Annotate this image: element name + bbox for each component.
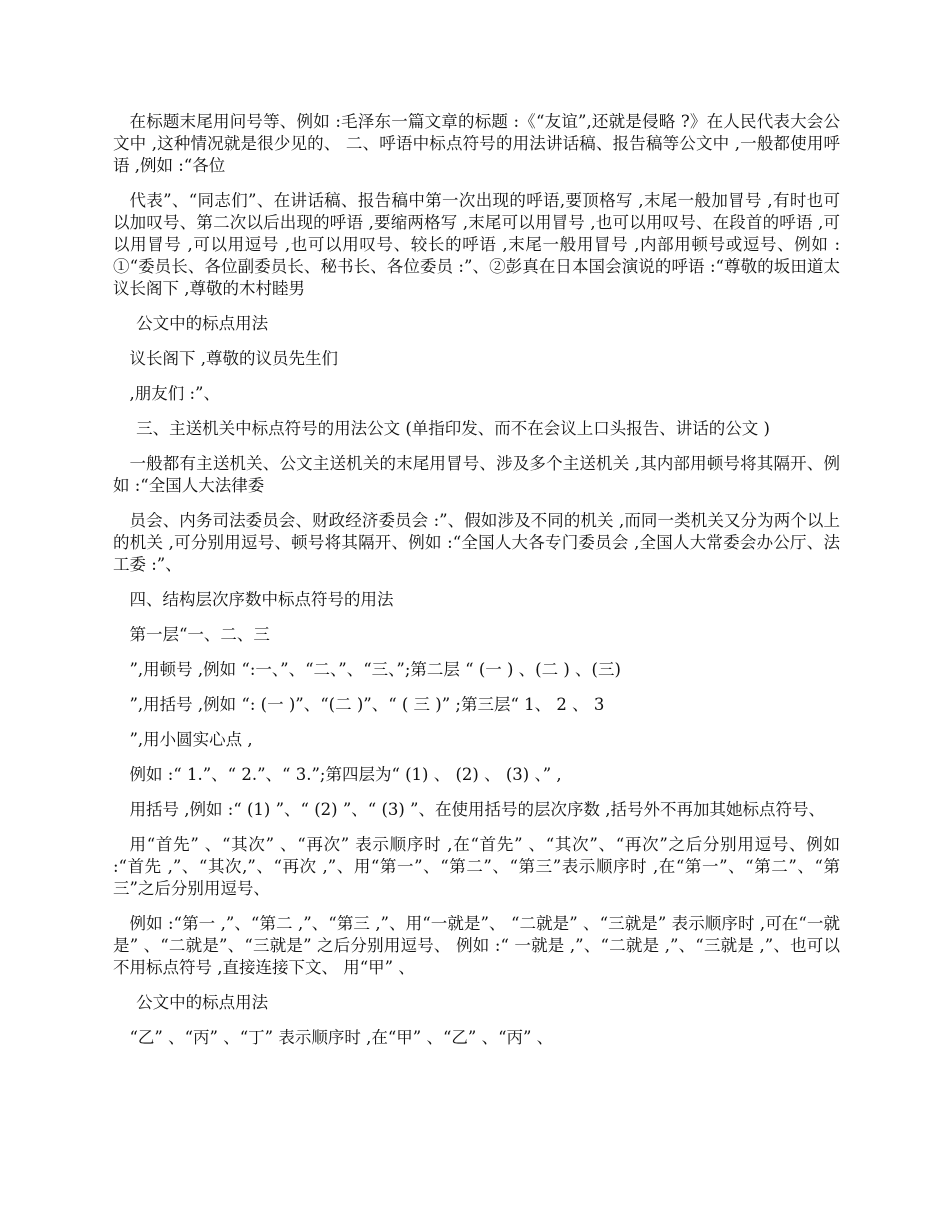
paragraph-level-one: 第一层“一、二、三 <box>129 625 270 644</box>
paragraph-bracket-rule: 用括号 ,例如 :“ (1) ”、“ (2) ”、“ (3) ”、在使用括号的层次序数 ,括号外不再加其她标点符号、 <box>129 800 825 819</box>
paragraph-level-three: ”,用括号 ,例如 “: (一 )”、“(二 )”、“ ( 三 )” ;第三层“ 1、 2 、 3 <box>129 695 605 714</box>
paragraph-salutation-usage: 代表”、“同志们”、在讲话稿、报告稿中第一次出现的呼语,要顶格写 ,末尾一般加冒号 ,有时也可以加叹号、第二次以后出现的呼语 ,要缩两格写 ,末尾可以用冒号 ,也可以用叹号、在段首的呼语 ,可以用冒号 ,可以用逗号 ,也可以用叹号、较长的呼语 ,末尾一般用冒号 ,内部用顿号或逗号、例如 :①“委员长、各位副委员长、秘书长、各位委员 :”、②彭真在日本国会演说的呼语 :“尊敬的坂田道太议长阁下 ,尊敬的木村睦男 <box>113 191 840 298</box>
paragraph-jia-yi-bing-ding: “乙” 、“丙” 、“丁” 表示顺序时 ,在“甲” 、“乙” 、“丙” 、 <box>129 1028 554 1047</box>
paragraph-question-mark-in-title: 在标题末尾用问号等、例如 :毛泽东一篇文章的标题 :《“友谊”,还就是侵略 ?》在人民代表大会公文中 ,这种情况就是很少见的、 二、呼语中标点符号的用法讲话稿、报告稿等公文中 ,一般都使用呼语 ,例如 :“各位 <box>113 112 840 175</box>
paragraph-level-two: ”,用顿号 ,例如 “:一、”、“二、”、“三、”;第二层 “ (一 ) 、(二 ) 、(三) <box>129 660 621 679</box>
paragraph-recipient-rules: 一般都有主送机关、公文主送机关的末尾用冒号、涉及多个主送机关 ,其内部用顿号将其隔开、例如 :“全国人大法律委 <box>113 454 840 495</box>
document-page <box>113 111 840 1062</box>
section-title-official-document-punctuation: 公文中的标点用法 <box>136 314 269 333</box>
paragraph-order-words-second: 例如 :“第一 ,”、“第二 ,”、“第三 ,”、用“一就是”、 “二就是” 、“三就是” 表示顺序时 ,可在“一就是” 、“二就是”、“三就是” 之后分别用逗号、 例如 :“ 一就是 ,”、“二就是 ,”、“三就是 ,”、也可以不用标点符号 ,直接连接下文、 用“甲” 、 <box>113 914 840 977</box>
paragraph-dot-usage: ”,用小圆实心点 , <box>129 730 253 749</box>
paragraph-level-four: 例如 :“ 1.”、“ 2.”、“ 3.”;第四层为“ (1) 、 (2) 、 (3) 、” , <box>129 765 562 784</box>
section-heading-structure-levels: 四、结构层次序数中标点符号的用法 <box>129 590 394 609</box>
section-title-official-document-punctuation-repeat: 公文中的标点用法 <box>136 993 269 1012</box>
paragraph-recipient-examples: 员会、内务司法委员会、财政经济委员会 :”、假如涉及不同的机关 ,而同一类机关又分为两个以上的机关 ,可分别用逗号、顿号将其隔开、例如 :“全国人大各专门委员会 ,全国人大常委会办公厅、法工委 :”、 <box>113 511 840 574</box>
section-heading-recipient-punctuation: 三、主送机关中标点符号的用法公文 (单指印发、而不在会议上口头报告、讲话的公文 ) <box>136 419 770 438</box>
paragraph-friends-salutation: ,朋友们 :”、 <box>129 384 220 403</box>
paragraph-order-words-first: 用“首先” 、“其次” 、“再次” 表示顺序时 ,在“首先” 、“其次”、“再次”之后分别用逗号、例如 :“首先 ,”、“其次,”、“再次 ,”、用“第一”、“第二”、“第三”表示顺序时 ,在“第一”、“第二”、“第三”之后分别用逗号、 <box>113 835 840 898</box>
paragraph-salutation-example-cont: 议长阁下 ,尊敬的议员先生们 <box>129 349 338 368</box>
